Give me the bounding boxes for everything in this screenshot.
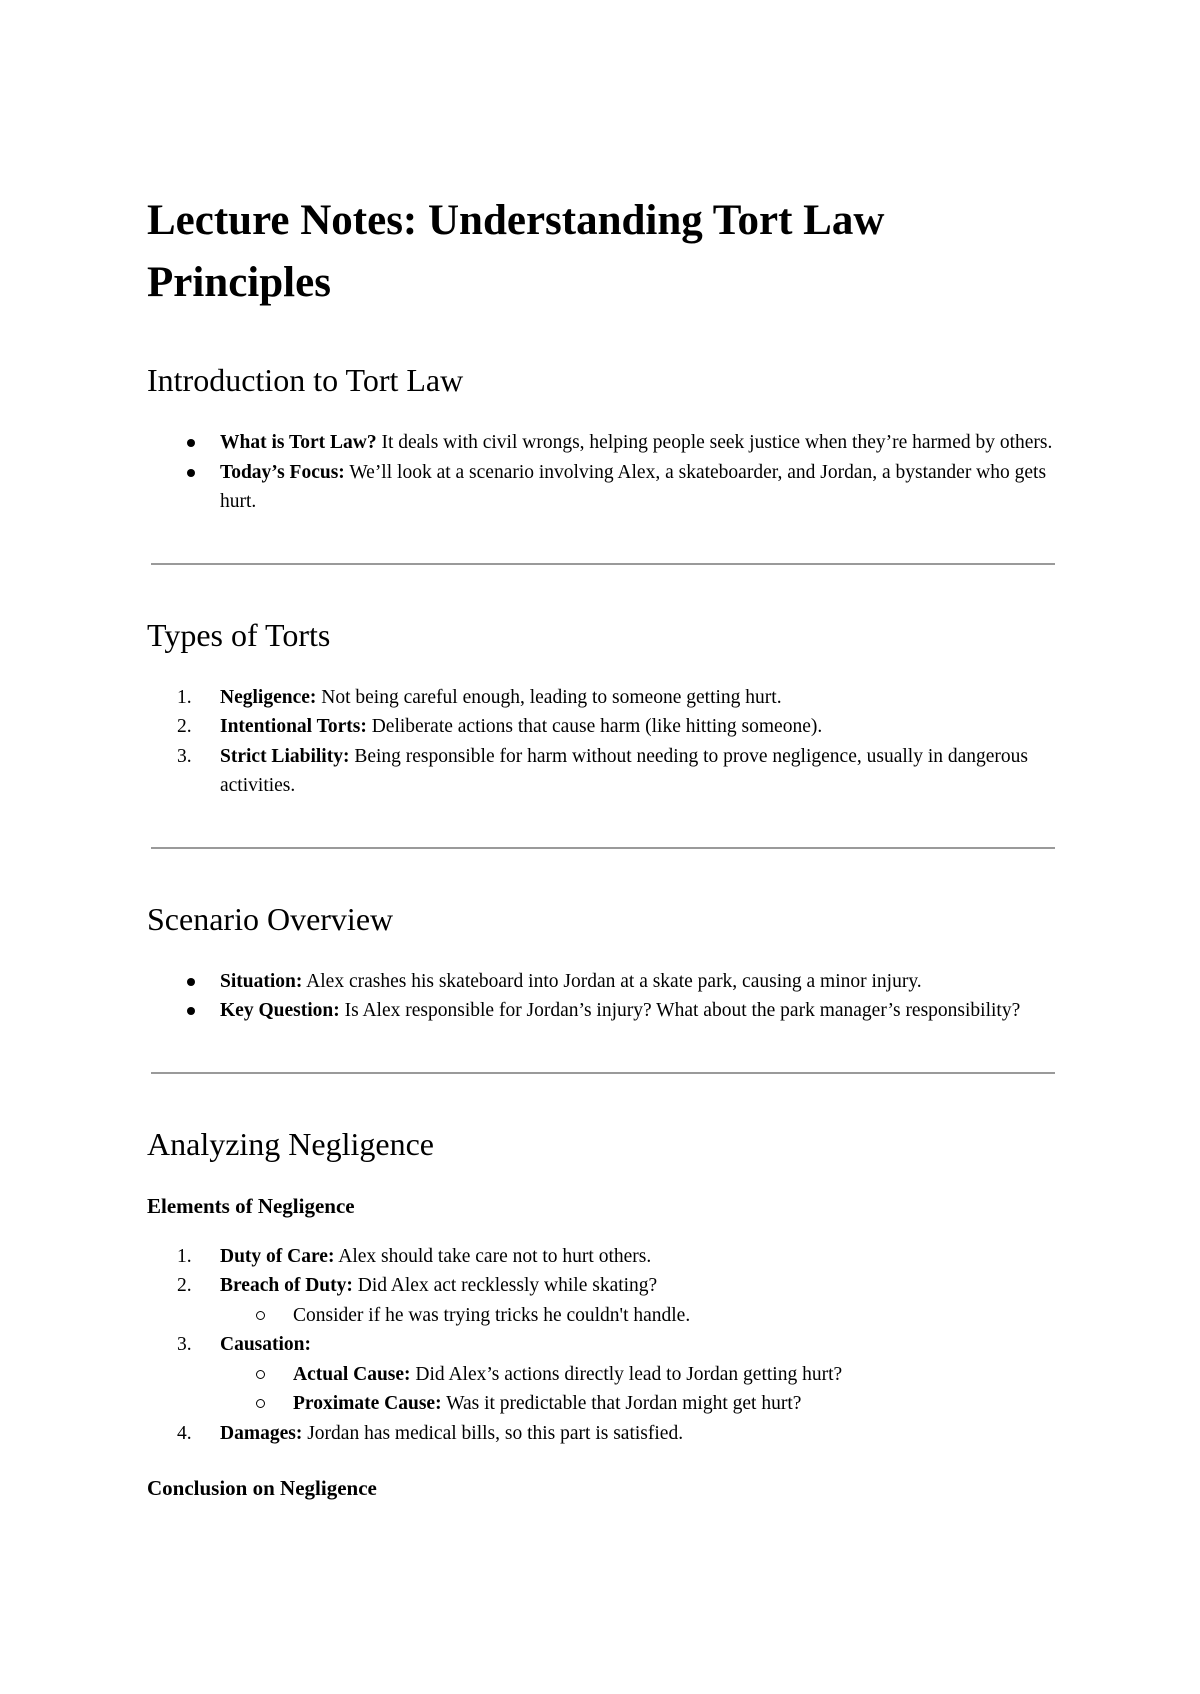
item-label: Intentional Torts: bbox=[220, 716, 367, 737]
bullet-icon bbox=[187, 439, 195, 447]
document-page bbox=[147, 190, 1059, 1524]
list-item bbox=[147, 712, 1059, 742]
item-text: Did Alex’s actions directly lead to Jordan getting hurt? bbox=[410, 1363, 843, 1385]
item-label: Proximate Cause: bbox=[293, 1393, 442, 1414]
item-text: We’ll look at a scenario involving Alex, a skateboarder, and Jordan, a bystander who gets hurt. bbox=[220, 461, 1047, 512]
list-number: 1. bbox=[177, 686, 192, 708]
item-label: Today’s Focus: bbox=[220, 461, 345, 483]
item-text: Jordan has medical bills, so this part is satisfied. bbox=[302, 1422, 684, 1444]
list-number: 2. bbox=[177, 1275, 192, 1296]
item-label: Key Question: bbox=[220, 1000, 340, 1021]
scenario-list bbox=[147, 967, 1059, 1026]
list-item bbox=[147, 742, 1059, 801]
list-number: 2. bbox=[177, 716, 192, 737]
bullet-icon bbox=[187, 978, 195, 986]
intro-list bbox=[147, 428, 1059, 517]
item-text: Did Alex act recklessly while skating? bbox=[352, 1275, 658, 1296]
item-text: It deals with civil wrongs, helping people seek justice when they’re harmed by others. bbox=[376, 432, 1053, 453]
bullet-icon bbox=[187, 1007, 195, 1015]
list-item bbox=[147, 1242, 1059, 1272]
item-text: Alex should take care not to hurt others. bbox=[334, 1245, 652, 1267]
section-heading-types: Types of Torts bbox=[147, 616, 331, 653]
item-label: Strict Liability: bbox=[220, 745, 350, 767]
section-heading-introduction: Introduction to Tort Law bbox=[147, 362, 464, 398]
item-text: Not being careful enough, leading to someone getting hurt. bbox=[316, 686, 782, 708]
hollow-bullet-icon bbox=[256, 1311, 265, 1320]
item-text: Was it predictable that Jordan might get hurt? bbox=[441, 1393, 802, 1414]
item-label: Causation: bbox=[220, 1334, 312, 1355]
list-number: 4. bbox=[177, 1422, 192, 1444]
sub-list-item bbox=[147, 1301, 1059, 1331]
item-label: Negligence: bbox=[220, 686, 317, 708]
hollow-bullet-icon bbox=[256, 1399, 265, 1408]
list-number: 3. bbox=[177, 1334, 192, 1355]
types-list bbox=[147, 683, 1059, 801]
section-heading-scenario: Scenario Overview bbox=[147, 900, 394, 937]
bullet-icon bbox=[187, 469, 195, 477]
item-text: Consider if he was trying tricks he couldn't handle. bbox=[293, 1304, 691, 1326]
section-heading-negligence: Analyzing Negligence bbox=[147, 1125, 434, 1162]
sub-list-item bbox=[147, 1389, 1059, 1419]
list-item bbox=[147, 996, 1059, 1026]
item-label: What is Tort Law? bbox=[220, 432, 377, 453]
section-divider bbox=[151, 1072, 1055, 1074]
hollow-bullet-icon bbox=[256, 1370, 265, 1379]
list-item bbox=[147, 683, 1059, 713]
item-label: Breach of Duty: bbox=[220, 1275, 353, 1296]
list-item bbox=[147, 1419, 1059, 1449]
item-label: Damages: bbox=[220, 1422, 303, 1444]
item-text: Deliberate actions that cause harm (like hitting someone). bbox=[366, 716, 823, 737]
item-text: Being responsible for harm without needing to prove negligence, usually in dangerous activities. bbox=[220, 745, 1029, 796]
list-item bbox=[147, 1271, 1059, 1301]
subheading-elements: Elements of Negligence bbox=[147, 1193, 355, 1218]
list-number: 1. bbox=[177, 1245, 192, 1267]
item-label: Duty of Care: bbox=[220, 1245, 335, 1267]
item-label: Actual Cause: bbox=[293, 1363, 411, 1385]
page-title: Lecture Notes: Understanding Tort Law Principles bbox=[147, 197, 885, 306]
section-divider bbox=[151, 563, 1055, 565]
item-text: Is Alex responsible for Jordan’s injury? What about the park manager’s responsibility? bbox=[339, 1000, 1021, 1021]
item-label: Situation: bbox=[220, 970, 303, 992]
sub-list-item bbox=[147, 1360, 1059, 1390]
list-item bbox=[147, 1330, 1059, 1360]
list-item bbox=[147, 428, 1059, 458]
elements-list bbox=[147, 1242, 1059, 1449]
section-divider bbox=[151, 847, 1055, 849]
list-item bbox=[147, 967, 1059, 997]
list-item bbox=[147, 458, 1059, 517]
item-text: Alex crashes his skateboard into Jordan at a skate park, causing a minor injury. bbox=[302, 970, 922, 992]
subheading-conclusion: Conclusion on Negligence bbox=[147, 1476, 377, 1500]
list-number: 3. bbox=[177, 745, 192, 767]
